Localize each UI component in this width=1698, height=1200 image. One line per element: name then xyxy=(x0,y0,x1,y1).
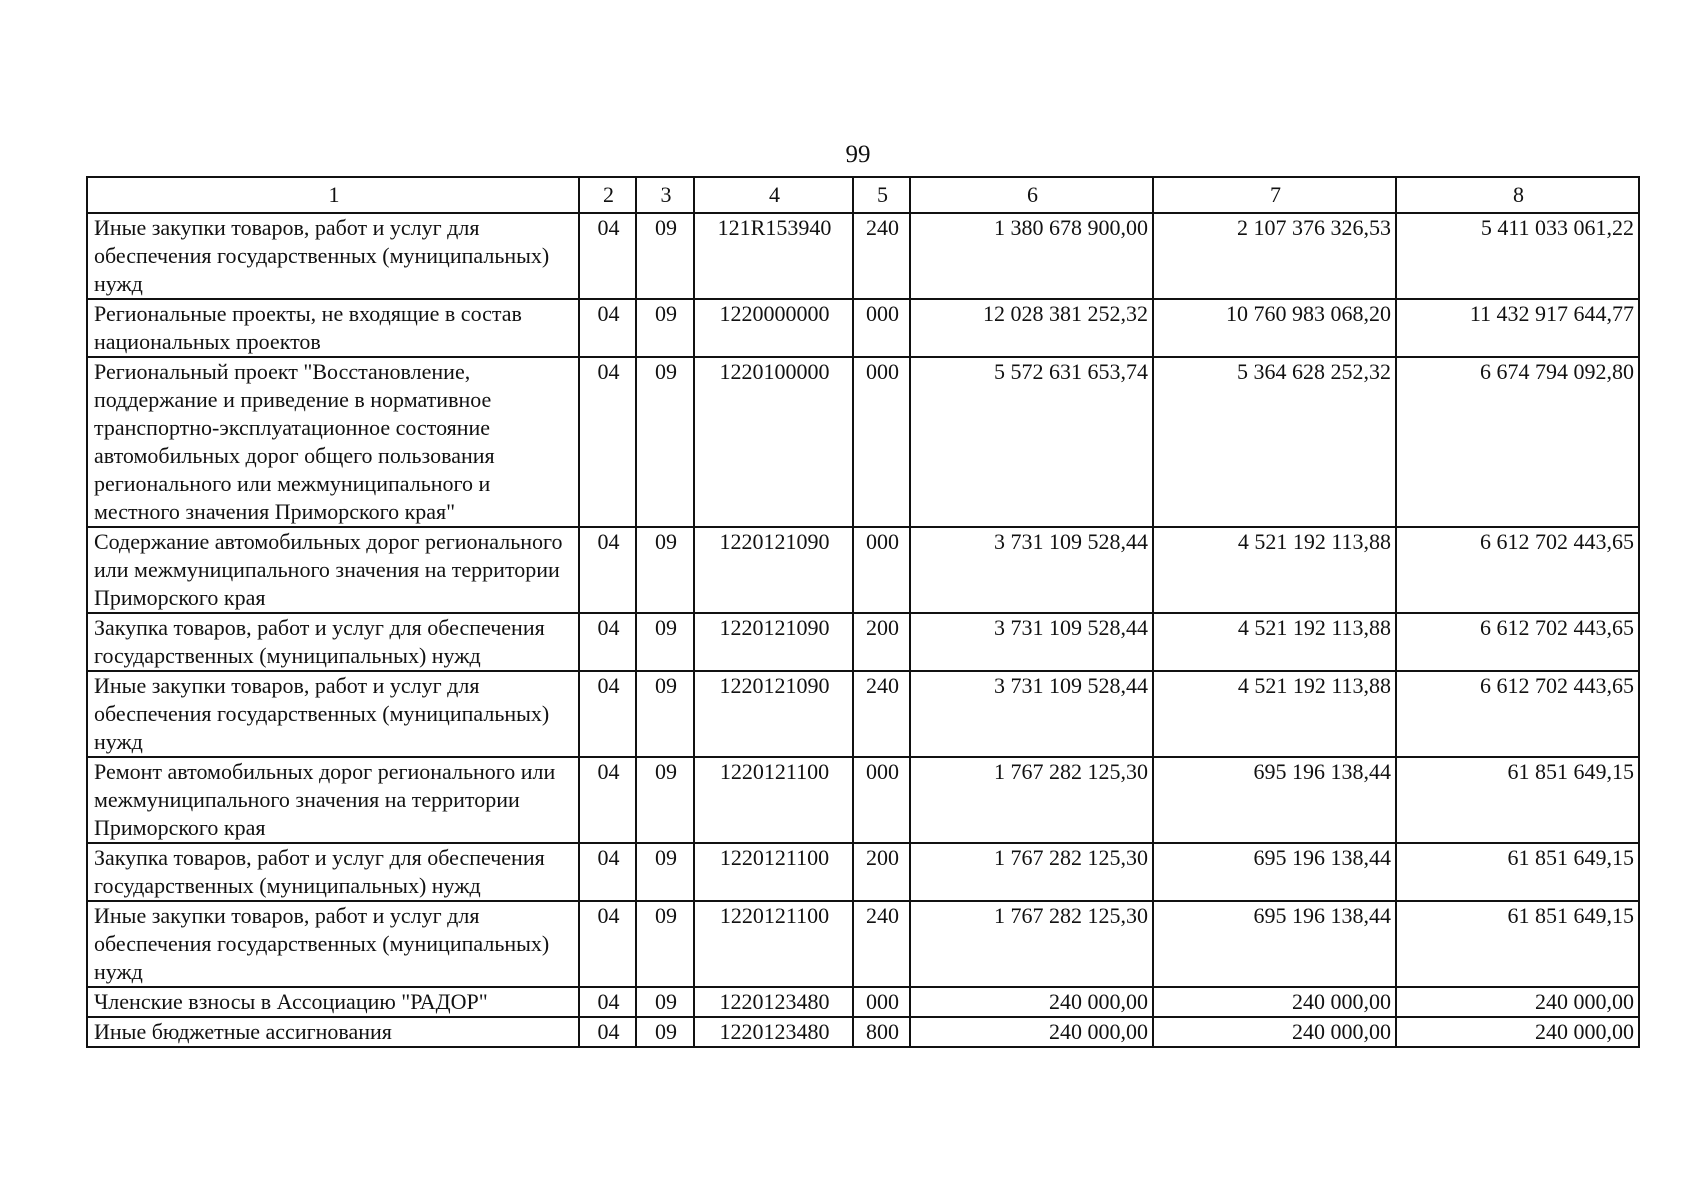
row-amount-col8-cell: 61 851 649,15 xyxy=(1396,757,1639,843)
row-expense-type-cell: 800 xyxy=(853,1017,910,1047)
row-amount-col6-cell: 12 028 381 252,32 xyxy=(910,299,1153,357)
row-expense-type-cell: 240 xyxy=(853,213,910,299)
row-amount-col6-cell: 3 731 109 528,44 xyxy=(910,527,1153,613)
row-target-article-cell: 1220121090 xyxy=(694,613,853,671)
row-amount-col8-cell: 6 612 702 443,65 xyxy=(1396,671,1639,757)
row-amount-col7-cell: 695 196 138,44 xyxy=(1153,901,1396,987)
row-amount-col8-cell: 240 000,00 xyxy=(1396,987,1639,1017)
row-amount-col8-cell: 61 851 649,15 xyxy=(1396,901,1639,987)
row-amount-col6-cell: 1 767 282 125,30 xyxy=(910,843,1153,901)
row-expense-type-cell: 000 xyxy=(853,299,910,357)
row-subsection-cell: 09 xyxy=(636,357,694,527)
row-section-cell: 04 xyxy=(579,843,636,901)
header-cell: 3 xyxy=(636,177,694,213)
row-amount-col7-cell: 5 364 628 252,32 xyxy=(1153,357,1396,527)
table-body xyxy=(87,213,1639,1047)
header-row xyxy=(87,177,1639,213)
row-name-cell: Членские взносы в Ассоциацию "РАДОР" xyxy=(87,987,579,1017)
row-subsection-cell: 09 xyxy=(636,901,694,987)
header-cell: 8 xyxy=(1396,177,1639,213)
row-subsection-cell: 09 xyxy=(636,299,694,357)
row-amount-col8-cell: 6 674 794 092,80 xyxy=(1396,357,1639,527)
row-amount-col7-cell: 240 000,00 xyxy=(1153,987,1396,1017)
row-name-cell: Иные закупки товаров, работ и услуг для обеспечения государственных (муниципальных) нужд xyxy=(87,213,579,299)
row-name-cell: Содержание автомобильных дорог регионального или межмуниципального значения на территории Приморского края xyxy=(87,527,579,613)
row-expense-type-cell: 000 xyxy=(853,987,910,1017)
row-amount-col6-cell: 5 572 631 653,74 xyxy=(910,357,1153,527)
row-expense-type-cell: 240 xyxy=(853,671,910,757)
row-amount-col7-cell: 10 760 983 068,20 xyxy=(1153,299,1396,357)
row-amount-col7-cell: 695 196 138,44 xyxy=(1153,757,1396,843)
row-target-article-cell: 1220123480 xyxy=(694,987,853,1017)
row-target-article-cell: 1220121100 xyxy=(694,757,853,843)
row-amount-col6-cell: 1 767 282 125,30 xyxy=(910,757,1153,843)
page-number: 99 xyxy=(845,141,871,168)
row-amount-col7-cell: 4 521 192 113,88 xyxy=(1153,527,1396,613)
table-row xyxy=(87,213,1639,299)
row-expense-type-cell: 200 xyxy=(853,613,910,671)
table-row xyxy=(87,987,1639,1017)
row-section-cell: 04 xyxy=(579,671,636,757)
row-amount-col7-cell: 695 196 138,44 xyxy=(1153,843,1396,901)
row-section-cell: 04 xyxy=(579,357,636,527)
row-section-cell: 04 xyxy=(579,987,636,1017)
table-row xyxy=(87,613,1639,671)
row-subsection-cell: 09 xyxy=(636,613,694,671)
row-target-article-cell: 1220121100 xyxy=(694,843,853,901)
table-row xyxy=(87,357,1639,527)
row-subsection-cell: 09 xyxy=(636,527,694,613)
table-row xyxy=(87,1017,1639,1047)
row-section-cell: 04 xyxy=(579,299,636,357)
row-target-article-cell: 1220000000 xyxy=(694,299,853,357)
row-name-cell: Региональный проект "Восстановление, поддержание и приведение в нормативное транспортно-эксплуатационное состояние автомобильных дорог общего пользования регионального или межмуниципального и местного значения Приморского края" xyxy=(87,357,579,527)
row-amount-col6-cell: 1 380 678 900,00 xyxy=(910,213,1153,299)
row-expense-type-cell: 200 xyxy=(853,843,910,901)
row-section-cell: 04 xyxy=(579,1017,636,1047)
row-name-cell: Региональные проекты, не входящие в состав национальных проектов xyxy=(87,299,579,357)
row-target-article-cell: 1220121090 xyxy=(694,671,853,757)
row-amount-col8-cell: 6 612 702 443,65 xyxy=(1396,527,1639,613)
row-amount-col6-cell: 3 731 109 528,44 xyxy=(910,671,1153,757)
budget-table xyxy=(86,176,1640,1048)
row-name-cell: Иные бюджетные ассигнования xyxy=(87,1017,579,1047)
header-cell: 4 xyxy=(694,177,853,213)
row-amount-col6-cell: 3 731 109 528,44 xyxy=(910,613,1153,671)
row-subsection-cell: 09 xyxy=(636,987,694,1017)
row-amount-col8-cell: 5 411 033 061,22 xyxy=(1396,213,1639,299)
header-cell: 7 xyxy=(1153,177,1396,213)
row-target-article-cell: 1220100000 xyxy=(694,357,853,527)
row-subsection-cell: 09 xyxy=(636,757,694,843)
row-subsection-cell: 09 xyxy=(636,213,694,299)
row-expense-type-cell: 000 xyxy=(853,757,910,843)
row-section-cell: 04 xyxy=(579,613,636,671)
row-name-cell: Ремонт автомобильных дорог регионального или межмуниципального значения на территории Приморского края xyxy=(87,757,579,843)
table-row xyxy=(87,901,1639,987)
row-name-cell: Иные закупки товаров, работ и услуг для обеспечения государственных (муниципальных) нужд xyxy=(87,671,579,757)
row-amount-col7-cell: 4 521 192 113,88 xyxy=(1153,613,1396,671)
header-cell: 5 xyxy=(853,177,910,213)
row-amount-col7-cell: 240 000,00 xyxy=(1153,1017,1396,1047)
row-amount-col6-cell: 240 000,00 xyxy=(910,1017,1153,1047)
row-target-article-cell: 1220121090 xyxy=(694,527,853,613)
row-target-article-cell: 1220121100 xyxy=(694,901,853,987)
row-expense-type-cell: 240 xyxy=(853,901,910,987)
header-cell: 1 xyxy=(87,177,579,213)
row-subsection-cell: 09 xyxy=(636,1017,694,1047)
row-name-cell: Закупка товаров, работ и услуг для обеспечения государственных (муниципальных) нужд xyxy=(87,613,579,671)
table-row xyxy=(87,757,1639,843)
row-section-cell: 04 xyxy=(579,901,636,987)
row-name-cell: Закупка товаров, работ и услуг для обеспечения государственных (муниципальных) нужд xyxy=(87,843,579,901)
row-target-article-cell: 1220123480 xyxy=(694,1017,853,1047)
header-cell: 6 xyxy=(910,177,1153,213)
row-amount-col7-cell: 2 107 376 326,53 xyxy=(1153,213,1396,299)
row-subsection-cell: 09 xyxy=(636,671,694,757)
row-amount-col6-cell: 1 767 282 125,30 xyxy=(910,901,1153,987)
row-expense-type-cell: 000 xyxy=(853,357,910,527)
row-section-cell: 04 xyxy=(579,527,636,613)
row-amount-col8-cell: 11 432 917 644,77 xyxy=(1396,299,1639,357)
row-amount-col6-cell: 240 000,00 xyxy=(910,987,1153,1017)
table-row xyxy=(87,527,1639,613)
row-expense-type-cell: 000 xyxy=(853,527,910,613)
header-cell: 2 xyxy=(579,177,636,213)
table-row xyxy=(87,843,1639,901)
row-amount-col7-cell: 4 521 192 113,88 xyxy=(1153,671,1396,757)
row-amount-col8-cell: 240 000,00 xyxy=(1396,1017,1639,1047)
table-row xyxy=(87,299,1639,357)
row-name-cell: Иные закупки товаров, работ и услуг для обеспечения государственных (муниципальных) нужд xyxy=(87,901,579,987)
row-amount-col8-cell: 61 851 649,15 xyxy=(1396,843,1639,901)
row-section-cell: 04 xyxy=(579,213,636,299)
row-amount-col8-cell: 6 612 702 443,65 xyxy=(1396,613,1639,671)
table-row xyxy=(87,671,1639,757)
row-section-cell: 04 xyxy=(579,757,636,843)
row-subsection-cell: 09 xyxy=(636,843,694,901)
row-target-article-cell: 121R153940 xyxy=(694,213,853,299)
